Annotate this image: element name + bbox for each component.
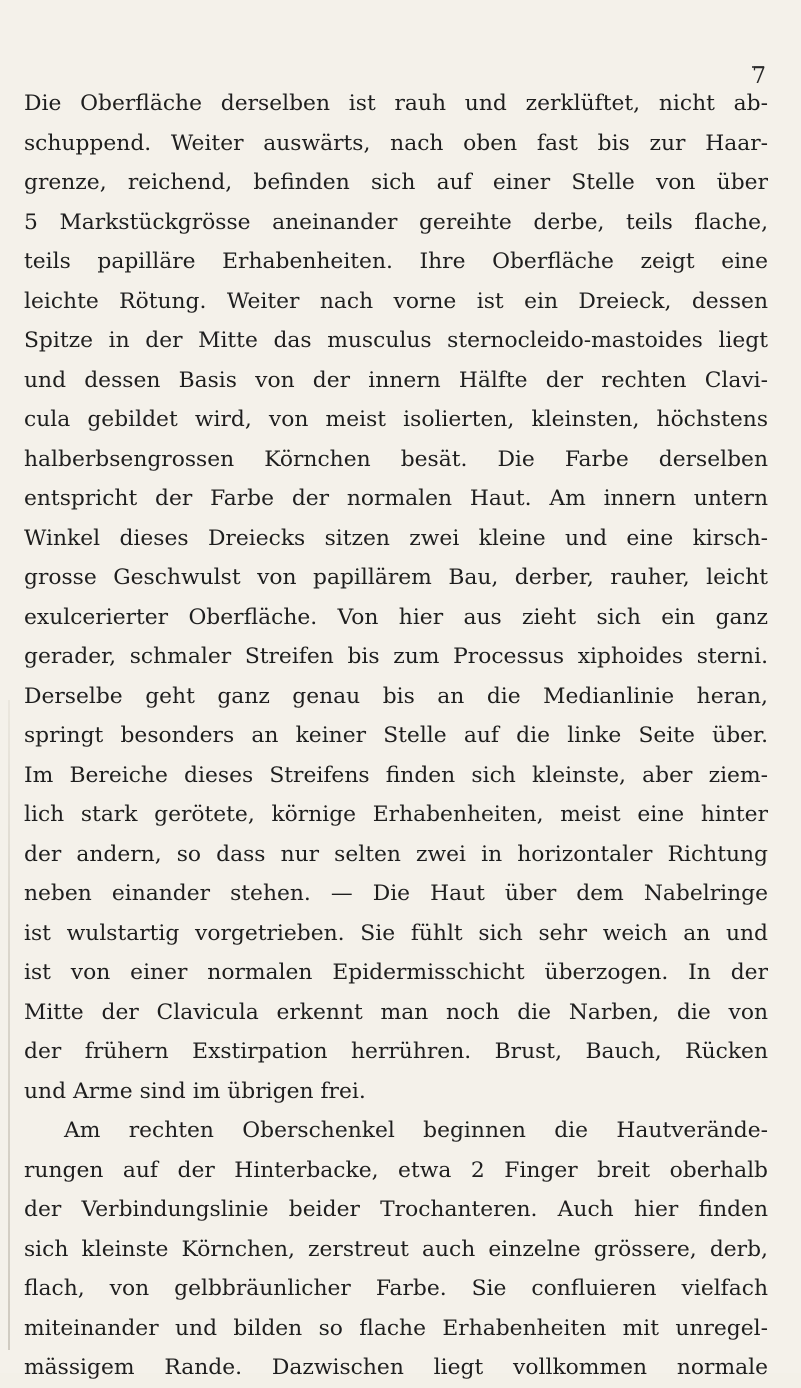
- text-line: miteinander und bilden so flache Erhabenheiten mit unregel-: [24, 1315, 768, 1341]
- text-line: der andern, so dass nur selten zwei in horizontaler Richtung: [24, 841, 768, 867]
- text-line: teils papilläre Erhabenheiten. Ihre Oberfläche zeigt eine: [24, 249, 768, 274]
- text-line: Mitte der Clavicula erkennt man noch die Narben, die von: [24, 999, 768, 1025]
- text-line: flach, von gelbbräunlicher Farbe. Sie confluieren vielfach: [24, 1276, 768, 1301]
- text-line: Winkel dieses Dreiecks sitzen zwei kleine und eine kirsch-: [24, 525, 768, 551]
- text-line: der frühern Exstirpation herrühren. Brust, Bauch, Rücken: [24, 1039, 768, 1064]
- text-line: Im Bereiche dieses Streifens finden sich kleinste, aber ziem-: [24, 762, 768, 788]
- page-number: 7: [752, 64, 766, 89]
- paragraph-end-line: und Arme sind im übrigen frei.: [24, 1078, 366, 1104]
- text-line: Spitze in der Mitte das musculus sternocleido-mastoides liegt: [24, 328, 768, 353]
- text-line: entspricht der Farbe der normalen Haut. Am innern untern: [24, 486, 768, 511]
- text-line: ist wulstartig vorgetrieben. Sie fühlt sich sehr weich an und: [24, 920, 768, 946]
- text-line: gerader, schmaler Streifen bis zum Processus xiphoides sterni.: [24, 644, 768, 669]
- text-line: exulcerierter Oberfläche. Von hier aus zieht sich ein ganz: [24, 604, 768, 630]
- text-line: ist von einer normalen Epidermisschicht überzogen. In der: [24, 960, 768, 985]
- text-line: Derselbe geht ganz genau bis an die Medianlinie heran,: [24, 683, 768, 709]
- text-line: springt besonders an keiner Stelle auf die linke Seite über.: [24, 723, 768, 748]
- text-line: sich kleinste Körnchen, zerstreut auch einzelne grössere, derb,: [24, 1236, 768, 1262]
- text-line: rungen auf der Hinterbacke, etwa 2 Finger breit oberhalb: [24, 1157, 768, 1183]
- text-line: grosse Geschwulst von papillärem Bau, derber, rauher, leicht: [24, 565, 768, 590]
- text-line: lich stark gerötete, körnige Erhabenheiten, meist eine hinter: [24, 802, 768, 827]
- text-line: halberbsengrossen Körnchen besät. Die Farbe derselben: [24, 446, 768, 472]
- text-line: 5 Markstückgrösse aneinander gereihte derbe, teils flache,: [24, 209, 768, 235]
- text-line: schuppend. Weiter auswärts, nach oben fast bis zur Haar-: [24, 130, 768, 156]
- binding-edge-shadow: [8, 700, 10, 1350]
- text-line: grenze, reichend, befinden sich auf einer Stelle von über: [24, 170, 768, 195]
- paragraph-start-line: Am rechten Oberschenkel beginnen die Hautverände-: [64, 1118, 768, 1143]
- text-line: der Verbindungslinie beider Trochanteren. Auch hier finden: [24, 1197, 768, 1222]
- text-line: leichte Rötung. Weiter nach vorne ist ein Dreieck, dessen: [24, 288, 768, 314]
- text-line: neben einander stehen. — Die Haut über dem Nabelringe: [24, 881, 768, 906]
- text-line: mässigem Rande. Dazwischen liegt vollkommen normale: [24, 1355, 768, 1380]
- text-line: Die Oberfläche derselben ist rauh und zerklüftet, nicht ab-: [24, 91, 768, 116]
- body-text: [24, 84, 768, 1388]
- text-line: cula gebildet wird, von meist isolierten, kleinsten, höchstens: [24, 407, 768, 432]
- text-line: und dessen Basis von der innern Hälfte der rechten Clavi-: [24, 367, 768, 393]
